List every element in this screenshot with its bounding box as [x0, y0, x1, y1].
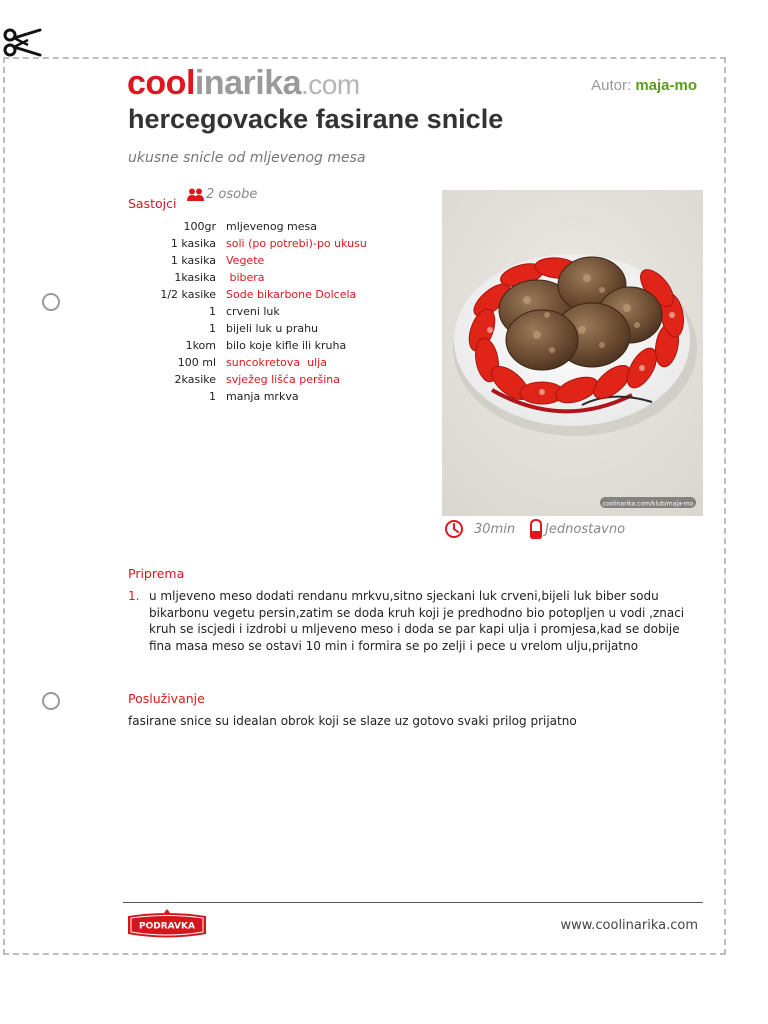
- serving-text: fasirane snice su idealan obrok koji se slaze uz gotovo svaki prilog prijatno: [128, 714, 577, 728]
- recipe-meta: [444, 519, 625, 539]
- ingredient-quantity: 1: [209, 322, 216, 335]
- difficulty-level: Jednostavno: [545, 521, 626, 537]
- people-icon: [187, 188, 205, 202]
- ingredient-link[interactable]: soli (po potrebi)-po ukusu: [226, 237, 367, 250]
- ingredient-list: [128, 218, 428, 405]
- podravka-logo[interactable]: [126, 908, 208, 942]
- step-number: 1.: [128, 589, 140, 603]
- ingredient-link[interactable]: suncokretova ulja: [226, 356, 327, 369]
- ingredient-name: bijeli luk u prahu: [226, 322, 319, 335]
- ingredient-row: [128, 269, 428, 286]
- ingredient-quantity: 100gr: [183, 220, 216, 233]
- recipe-photo[interactable]: [442, 190, 703, 516]
- step-text: u mljeveno meso dodati rendanu mrkvu,sitno sjeckani luk crveni,bijeli luk biber sodu bikarbonu vegetu persin,zatim se doda kruh koji je predhodno bio potopljen u vodi ,znaci kruh se iscjedi i izdrobi u mljeveno meso i doda se par kapi ulja i promjesa,kad se dobije fina masa meso se ostavi 10 min i formira se po zelji i pece u vrelom ulju,prijatno: [149, 589, 685, 653]
- ingredient-row: [128, 286, 428, 303]
- ingredient-quantity: 1: [209, 305, 216, 318]
- ingredient-quantity: 1kasika: [174, 271, 216, 284]
- ingredient-quantity: 1kom: [185, 339, 216, 352]
- prep-time: 30min: [474, 521, 516, 537]
- ingredients-heading: Sastojci: [128, 196, 177, 211]
- ingredient-quantity: 100 ml: [177, 356, 216, 369]
- ingredient-row: [128, 388, 428, 405]
- photo-watermark: coolinarika.com/klub/maja-mo: [602, 500, 694, 508]
- clock-icon: [444, 519, 464, 539]
- ingredient-name: crveni luk: [226, 305, 280, 318]
- ingredient-row: [128, 337, 428, 354]
- author-info: [591, 77, 697, 94]
- ingredient-row: [128, 218, 428, 235]
- ingredient-row: [128, 303, 428, 320]
- ingredient-row: [128, 354, 428, 371]
- ingredient-name: bilo koje kifle ili kruha: [226, 339, 347, 352]
- ingredient-quantity: 2kasike: [174, 373, 216, 386]
- coolinarika-logo[interactable]: [127, 63, 360, 105]
- ingredient-link[interactable]: Sode bikarbone Dolcela: [226, 288, 357, 301]
- ingredient-name: manja mrkva: [226, 390, 299, 403]
- ingredient-quantity: 1 kasika: [170, 237, 216, 250]
- ingredient-name: mljevenog mesa: [226, 220, 318, 233]
- logo-part-cool: cool: [127, 64, 195, 102]
- ingredient-link[interactable]: bibera: [226, 271, 265, 284]
- footer-divider: [123, 902, 703, 903]
- ingredient-quantity: 1/2 kasike: [160, 288, 216, 301]
- ingredient-row: [128, 252, 428, 269]
- recipe-photo-image: [442, 190, 703, 516]
- preparation-heading: Priprema: [128, 566, 185, 581]
- servings-info: [187, 187, 257, 202]
- podravka-logo-text: PODRAVKA: [139, 921, 195, 932]
- chef-hat-icon: [529, 519, 543, 539]
- author-name-link[interactable]: maja-mo: [635, 77, 697, 94]
- ingredient-row: [128, 235, 428, 252]
- binder-hole-top: [42, 293, 60, 311]
- ingredient-quantity: 1 kasika: [170, 254, 216, 267]
- logo-part-inarika: inarika: [194, 64, 302, 102]
- ingredient-link[interactable]: Vegete: [226, 254, 265, 267]
- serving-heading: Posluživanje: [128, 691, 205, 706]
- ingredient-row: [128, 371, 428, 388]
- footer-url[interactable]: www.coolinarika.com: [560, 918, 698, 933]
- ingredient-row: [128, 320, 428, 337]
- author-label: Autor:: [591, 77, 632, 94]
- scissors-icon: [2, 26, 42, 58]
- binder-hole-bottom: [42, 692, 60, 710]
- recipe-title: hercegovacke fasirane snicle: [128, 104, 504, 134]
- preparation-step: [128, 588, 700, 654]
- logo-part-domain: .com: [301, 69, 360, 100]
- ingredient-quantity: 1: [209, 390, 216, 403]
- recipe-subtitle: ukusne snicle od mljevenog mesa: [128, 150, 366, 166]
- servings-text: 2 osobe: [206, 187, 258, 202]
- ingredient-link[interactable]: svježeg lišća peršina: [226, 373, 340, 386]
